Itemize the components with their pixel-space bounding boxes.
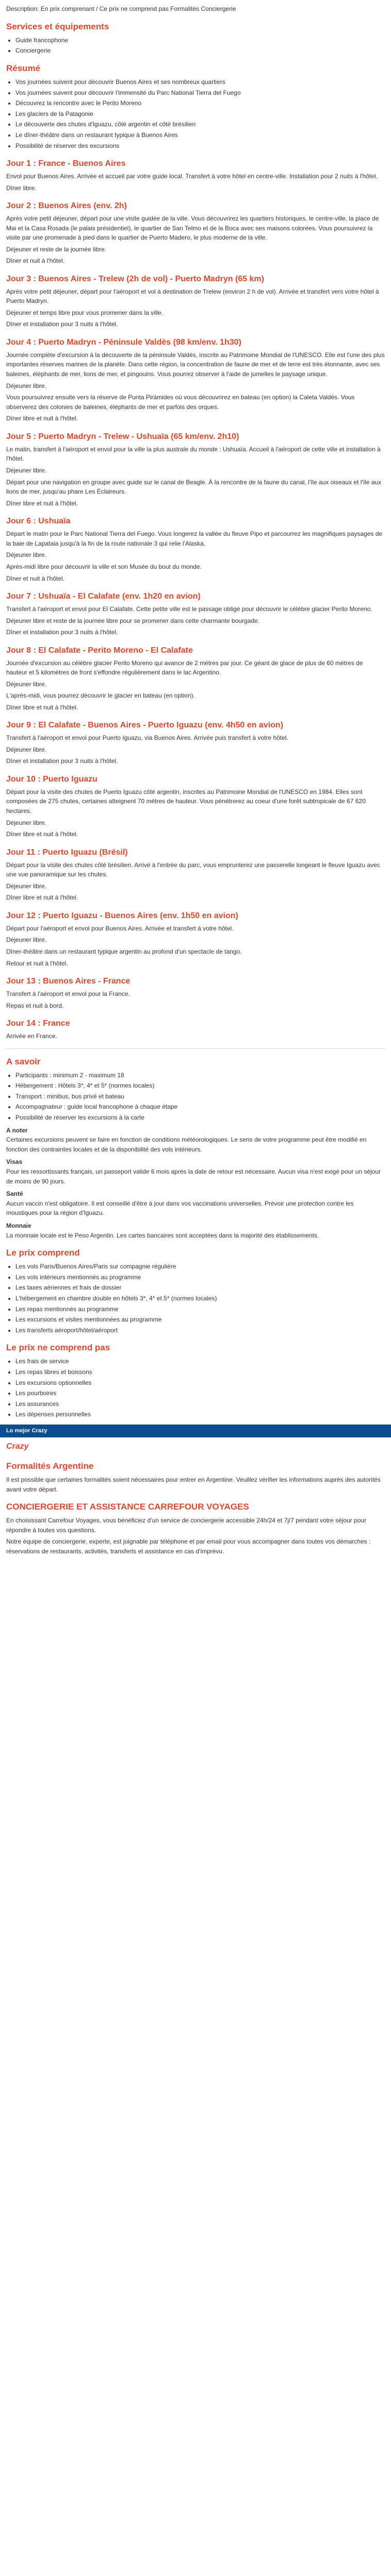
prices-title: Le prix comprend <box>6 1248 80 1258</box>
list-item: • Conciergerie <box>15 46 385 56</box>
list-item: • Possibilité de réserver des excursions <box>15 141 385 151</box>
day-text: Déjeuner libre. <box>6 551 47 559</box>
day-text: Dîner libre et nuit à l'hôtel. <box>6 894 78 902</box>
day-text: Dîner libre et nuit à l'hôtel. <box>6 703 78 711</box>
list-item: • Les assurances <box>15 1399 385 1409</box>
list-item: • Les dépenses personnelles <box>15 1410 385 1419</box>
list-item: • Les excursions et visites mentionnées au programme <box>15 1315 385 1325</box>
services-list <box>15 36 385 56</box>
day-title: Jour 14 : France <box>6 1019 70 1028</box>
itinerary-day <box>6 848 385 903</box>
itinerary-day <box>6 274 385 329</box>
list-item: • Possibilité de réserver les excursions à la carte <box>15 1113 385 1123</box>
day-text: Après votre petit déjeuner, départ pour l'aéroport et vol à destination de Trelew (environ 2 h de vol). Arrivée et transfert vers votre hôtel à Puerto Madryn. <box>6 287 379 305</box>
day-text: Après-midi libre pour découvrir la ville et son Musée du bout du monde. <box>6 563 202 570</box>
day-text: Déjeuner et reste de la journée libre. <box>6 245 107 253</box>
day-text: Départ le matin pour le Parc National Tierra del Fuego. Vous longerez la vallée du fleuve Pipo et parcourrez les magnifiques paysages de la baie de Lapataia jusqu'à la fin de la route nationale 3 qui relie l'Alaska. <box>6 530 383 547</box>
resume-title: Résumé <box>6 63 41 73</box>
day-text: Dîner libre et nuit à l'hôtel. <box>6 831 78 838</box>
itinerary-day <box>6 159 385 193</box>
health-title: Santé <box>6 1190 23 1198</box>
divider <box>6 1048 385 1049</box>
content <box>0 4 391 1419</box>
itinerary-day <box>6 976 385 1010</box>
list-item: • Participants : minimum 2 - maximum 18 <box>15 1071 385 1080</box>
list-item: • Le dîner-théâtre dans un restaurant typique à Buenos Aires <box>15 130 385 140</box>
prices-list <box>15 1262 385 1335</box>
day-title: Jour 9 : El Calafate - Buenos Aires - Puerto Iguazu (env. 4h50 en avion) <box>6 721 284 730</box>
list-item: • Vos journées suivent pour découvrir l'immensité du Parc National Tierra del Fuego <box>15 88 385 98</box>
day-title: Jour 10 : Puerto Iguazu <box>6 775 97 784</box>
itinerary-day <box>6 201 385 266</box>
itinerary-day <box>6 911 385 968</box>
visa-title: Visas <box>6 1158 23 1166</box>
day-text: Départ pour l'aéroport et envol pour Buenos Aires. Arrivée et transfert à votre hôtel. <box>6 924 234 932</box>
extra-heading: A savoir <box>6 1056 41 1066</box>
itinerary-day <box>6 720 385 766</box>
infos-text: Certaines excursions peuvent se faire en fonction de conditions météorologiques. Le sens de votre programme peut être modifié en fonction des contraintes locales et de la disponibilité des vols intérieurs. <box>6 1136 367 1153</box>
itinerary-day <box>6 516 385 583</box>
health-text: Aucun vaccin n'est obligatoire. Il est conseillé d'être à jour dans vos vaccinations universelles. Prévoir une protection contre les moustiques pour la région d'Iguazu. <box>6 1199 354 1217</box>
day-title: Jour 5 : Puerto Madryn - Trelew - Ushuaïa (65 km/env. 2h10) <box>6 432 239 441</box>
day-text: Le matin, transfert à l'aéroport et envol pour la ville la plus australe du monde : Ushuaïa. Accueil à l'aéroport de cette ville et installation à l'hôtel. <box>6 445 381 463</box>
day-text: Déjeuner libre et reste de la journée libre pour se promener dans cette charmante bourgade. <box>6 617 259 624</box>
itinerary-day <box>6 432 385 508</box>
day-text: Dîner et installation pour 3 nuits à l'hôtel. <box>6 629 118 636</box>
day-text: Déjeuner libre. <box>6 936 47 944</box>
list-item: • Les frais de service <box>15 1357 385 1366</box>
day-text: Dîner-théâtre dans un restaurant typique argentin au profond d'un spectacle de tango. <box>6 947 242 955</box>
day-text: Retour et nuit à l'hôtel. <box>6 959 68 967</box>
list-item: • Les glaciers de la Patagonie <box>15 109 385 119</box>
day-text: Journée d'excursion au célèbre glacier Perito Moreno qui avance de 2 mètres par jour. Ce géant de glace de plus de 60 mètres de hauteur et 5 kilomètres de front s'effondre régulièrement dans le lac Argentino. <box>6 659 363 676</box>
day-text: Départ pour la visite des chutes de Puerto Iguazu côté argentin, inscrites au Patrimoine Mondial de l'UNESCO en 1984. Elles sont composées de 275 chutes, certaines atteignent 70 mètres de hauteur. Vous pénétrerez au coeur d'une forêt subtropicale de 67 620 hectares. <box>6 788 366 815</box>
list-item: • Les vols Paris/Buenos Aires/Paris sur compagnie régulière <box>15 1262 385 1272</box>
day-text: Dîner et nuit à l'hôtel. <box>6 257 65 265</box>
list-item: • Guide francophone <box>15 36 385 45</box>
day-text: Journée complète d'excursion à la découverte de la péninsule Valdès, inscrite au Patrimoine Mondial de l'UNESCO. Elle est l'une des plus importantes réserves marines de la planète. Dans cette région, la concentration de faune de mer et de terre est très étonnante, avec ses baleines, éléphants de mer, lions de mer, et pingouins. Vous pourrez observer à l'aide de jumelles le paysage unique. <box>6 351 385 378</box>
day-text: Transfert à l'aéroport et envol pour Puerto Iguazu, via Buenos Aires. Arrivée puis transfert à votre hôtel. <box>6 734 288 742</box>
day-title: Jour 11 : Puerto Iguazu (Brésil) <box>6 848 128 857</box>
day-text: Déjeuner libre. <box>6 819 47 826</box>
day-text: Arrivée en France. <box>6 1032 57 1040</box>
day-title: Jour 2 : Buenos Aires (env. 2h) <box>6 201 127 211</box>
day-text: Dîner et installation pour 3 nuits à l'hôtel. <box>6 757 118 765</box>
itinerary-day <box>6 1019 385 1041</box>
list-item: • Les taxes aériennes et frais de dossier <box>15 1283 385 1293</box>
excl-title: Le prix ne comprend pas <box>6 1343 110 1353</box>
list-item: • Les repas libres et boissons <box>15 1367 385 1377</box>
list-item: • Les excursions optionnelles <box>15 1378 385 1388</box>
list-item: • L'hébergement en chambre double en hôtels 3*, 4* et 5* (normes locales) <box>15 1294 385 1303</box>
list-item: • Transport : minibus, bus privé et bateau <box>15 1092 385 1101</box>
day-text: Repas et nuit à bord. <box>6 1002 64 1009</box>
day-text: Envol pour Buenos Aires. Arrivée et accueil par votre guide local. Transfert à votre hôtel en centre-ville. Installation pour 2 nuits à l'hôtel. <box>6 172 378 180</box>
visa-text: Pour les ressortissants français, un passeport valide 6 mois après la date de retour est nécessaire. Aucun visa n'est exigé pour un séjour de moins de 90 jours. <box>6 1167 381 1185</box>
services-title: Services et équipements <box>6 21 109 31</box>
concierge-title: Formalités Argentine <box>6 1461 94 1471</box>
day-text: Déjeuner libre. <box>6 745 47 753</box>
day-title: Jour 3 : Buenos Aires - Trelew (2h de vol) - Puerto Madryn (65 km) <box>6 274 264 283</box>
day-text: Après votre petit déjeuner, départ pour une visite guidée de la ville. Vous découvrirez les quartiers historiques, le centre-ville, la place de Mai et la Casa Rosada (le palais présidentiel), le quartier de San Telmo et de la Boca avec ses maisons colorées. Vous poursuivrez la visite par une promenade à pied dans le quartier de Puerto Madero, le plus moderne de la ville. <box>6 214 379 242</box>
day-text: Déjeuner et temps libre pour vous promener dans la ville. <box>6 309 164 316</box>
list-item: • Les pourboires <box>15 1388 385 1398</box>
money-title: Monnaie <box>6 1222 31 1229</box>
infos-title: A noter <box>6 1126 28 1134</box>
day-text: Transfert à l'aéroport et envol pour El Calafate. Cette petite ville est le passage obligé pour découvrir le célèbre glacier Perito Moreno. <box>6 605 372 613</box>
day-title: Jour 4 : Puerto Madryn - Péninsule Valdès (98 km/env. 1h30) <box>6 338 241 347</box>
day-text: Déjeuner libre. <box>6 466 47 474</box>
day-text: Dîner libre et nuit à l'hôtel. <box>6 499 78 507</box>
list-item: • Découvrez la rencontre avec le Perito Moreno <box>15 98 385 108</box>
day-text: Dîner libre. <box>6 184 37 192</box>
list-item: • Les transferts aéroport/hôtel/aéroport <box>15 1326 385 1335</box>
concierge2-text-1: En choisissant Carrefour Voyages, vous bénéficiez d'un service de conciergerie accessible 24h/24 et 7j/7 pendant votre séjour pour répondre à toutes vos questions. <box>6 1517 367 1534</box>
brand-logo: Crazy <box>6 1442 29 1451</box>
day-title: Jour 1 : France - Buenos Aires <box>6 159 126 168</box>
itinerary-day <box>6 591 385 637</box>
concierge2-title: CONCIERGERIE ET ASSISTANCE CARREFOUR VOYAGES <box>6 1502 249 1512</box>
extra-list <box>15 1071 385 1123</box>
list-item: • Vos journées suivent pour découvrir Buenos Aires et ses nombreux quartiers <box>15 77 385 87</box>
itinerary-day <box>6 337 385 423</box>
day-title: Jour 13 : Buenos Aires - France <box>6 977 131 986</box>
concierge2-text-2: Notre équipe de conciergerie, experte, est joignable par téléphone et par email pour vous accompagner dans toutes vos démarches : réservations de restaurants, activités, transferts et assistance en cas d'imprévu. <box>6 1538 371 1555</box>
day-text: Déjeuner libre. <box>6 382 47 389</box>
day-text: Dîner libre et nuit à l'hôtel. <box>6 415 78 422</box>
day-text: Dîner et nuit à l'hôtel. <box>6 574 65 582</box>
day-text: L'après-midi, vous pourrez découvrir le glacier en bateau (en option). <box>6 692 195 700</box>
day-title: Jour 6 : Ushuaïa <box>6 517 71 526</box>
brand-bar: Lo mejor Crazy <box>0 1425 391 1437</box>
day-text: Déjeuner libre. <box>6 882 47 890</box>
money-text: La monnaie locale est le Peso Argentin. Les cartes bancaires sont acceptées dans la majorité des établissements. <box>6 1231 319 1239</box>
day-text: Dîner et installation pour 3 nuits à l'hôtel. <box>6 320 118 328</box>
resume-list <box>15 77 385 150</box>
day-text: Vous poursuivrez ensuite vers la réserve de Punta Pirámides où vous découvrirez en bateau (en option) la Caleta Valdés. Vous observerez des colonies de baleines, éléphants de mer et parfois des orques. <box>6 394 355 411</box>
day-title: Jour 12 : Puerto Iguazu - Buenos Aires (env. 1h50 en avion) <box>6 911 238 920</box>
day-text: Transfert à l'aéroport et envol pour la France. <box>6 990 130 997</box>
list-item: • Les repas mentionnés au programme <box>15 1304 385 1314</box>
intro-text: Description: En prix comprenant / Ce prix ne comprend pas Formalités Conciergerie <box>6 5 236 12</box>
list-item: • Les vols intérieurs mentionnés au programme <box>15 1273 385 1282</box>
content-bottom <box>0 1440 391 1556</box>
excl-list <box>15 1357 385 1419</box>
list-item: • Le découverte des chutes d'Iguazu, côté argentin et côté brésilien <box>15 120 385 129</box>
day-text: Déjeuner libre. <box>6 680 47 688</box>
itinerary <box>6 159 385 1041</box>
day-title: Jour 8 : El Calafate - Perito Moreno - El Calafate <box>6 646 193 655</box>
day-title: Jour 7 : Ushuaïa - El Calafate (env. 1h20 en avion) <box>6 592 201 601</box>
day-text: Départ pour la visite des chutes côté brésilien. Arrivé à l'entrée du parc, vous emprunterez une passerelle longeant le fleuve Iguazu avec une vue panoramique sur les chutes. <box>6 861 380 878</box>
list-item: • Hébergement : Hôtels 3*, 4* et 5* (normes locales) <box>15 1081 385 1091</box>
concierge-text: Il est possible que certaines formalités soient nécessaires pour entrer en Argentine. Veuillez vérifier les informations auprès des autorités avant votre départ. <box>6 1476 381 1493</box>
itinerary-day <box>6 774 385 839</box>
day-text: Départ pour une navigation en groupe avec guide sur le canal de Beagle. À la rencontre de la faune du canal, l'île aux oiseaux et l'île aux lions de mer, jusqu'au phare Les Éclaireurs. <box>6 478 382 496</box>
list-item: • Accompagnateur : guide local francophone à chaque étape <box>15 1102 385 1112</box>
itinerary-day <box>6 646 385 713</box>
